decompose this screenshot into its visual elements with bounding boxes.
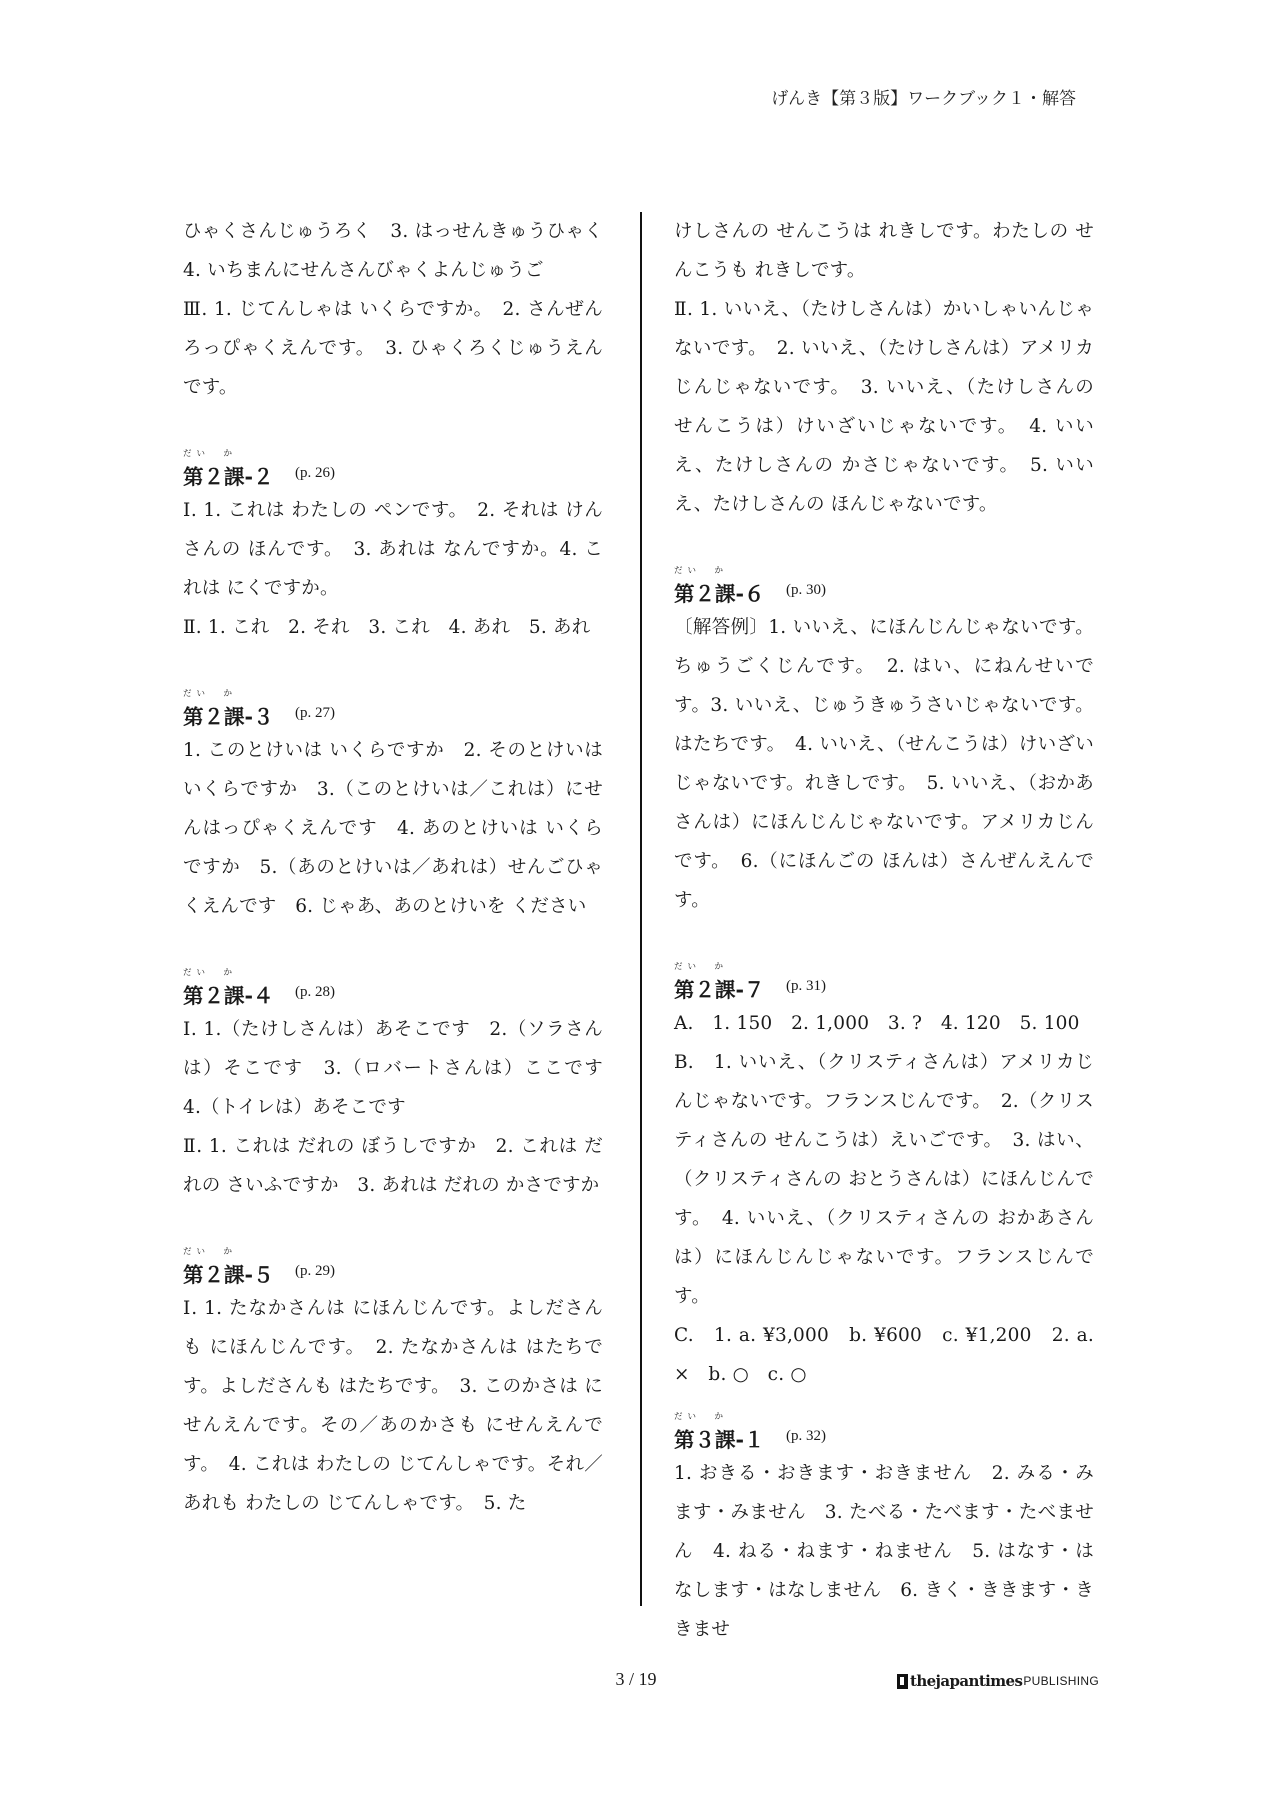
- section-heading: [183, 685, 603, 731]
- book-icon: [897, 1674, 908, 1689]
- answer-paragraph: B. 1. いいえ、（クリスティさんは）アメリカじんじゃないです。フランスじんです。 2.（クリスティさんの せんこうは）えいごです。 3. はい、（クリスティさんの おとうさんは）にほんじんです。 4. いいえ、（クリスティさんの おかあさんは）にほんじんじゃないです。フランスじんです。: [674, 1052, 1094, 1307]
- section: [674, 562, 1094, 920]
- answer-paragraph: 1. おきる・おきます・おきません 2. みる・みます・みません 3. たべる・たべます・たべません 4. ねる・ねます・ねません 5. はなす・はなします・はなしません 6. きく・ききます・ききませ: [674, 1463, 1094, 1640]
- answer-paragraph: ひゃくさんじゅうろく 3. はっせんきゅうひゃく 4. いちまんにせんさんびゃくよんじゅうご: [183, 221, 622, 281]
- section-page-ref: (p. 30): [786, 582, 826, 598]
- section-page-ref: (p. 32): [786, 1428, 826, 1444]
- answer-paragraph: Ⅱ. 1. これは だれの ぼうしですか 2. これは だれの さいふですか 3. あれは だれの かさですか: [183, 1136, 603, 1196]
- section-page-ref: (p. 29): [295, 1263, 335, 1279]
- section: [183, 964, 622, 1205]
- answer-paragraph: Ⅰ. 1.（たけしさんは）あそこです 2.（ソラさんは）そこです 3.（ロバートさんは）ここです 4.（トイレは）あそこです: [183, 1019, 622, 1118]
- section-ruby: だい か: [674, 962, 729, 972]
- section-heading: [183, 964, 603, 1010]
- left-column: [183, 212, 622, 1523]
- section-heading: [674, 958, 1094, 1004]
- section-heading: [183, 445, 603, 491]
- section-ruby: だい か: [183, 1247, 238, 1257]
- answer-paragraph: A. 1. 150 2. 1,000 3. ? 4. 120 5. 100: [674, 1013, 1080, 1034]
- section: [674, 1408, 1094, 1649]
- section-title: 第２課-５: [183, 1263, 274, 1287]
- page-number: 3 / 19: [615, 1669, 657, 1689]
- answer-paragraph: Ⅰ. 1. これは わたしの ペンです。 2. それは けんさんの ほんです。 3. あれは なんですか。4. これは にくですか。: [183, 500, 603, 599]
- answer-paragraph: 〔解答例〕1. いいえ、にほんじんじゃないです。ちゅうごくじんです。 2. はい、にねんせいです。3. いいえ、じゅうきゅうさいじゃないです。はたちです。 4. いいえ、（せんこうは）けいざいじゃないです。れきしです。 5. いいえ、（おかあさんは）にほんじんじゃないです。アメリカじんです。 6.（にほんごの ほんは）さんぜんえんです。: [674, 617, 1094, 911]
- answer-paragraph: Ⅱ. 1. これ 2. それ 3. これ 4. あれ 5. あれ: [183, 617, 591, 638]
- section-ruby: だい か: [674, 1412, 729, 1422]
- section-page-ref: (p. 27): [295, 705, 335, 721]
- section-heading: [183, 1243, 603, 1289]
- section-page-ref: (p. 28): [295, 984, 335, 1000]
- section-title: 第２課-６: [674, 582, 765, 606]
- answer-paragraph: C. 1. a. ¥3,000 b. ¥600 c. ¥1,200 2. a. × b. ○ c. ○: [674, 1325, 1094, 1385]
- answer-paragraph: Ⅱ. 1. いいえ、（たけしさんは）かいしゃいんじゃないです。 2. いいえ、（たけしさんは）アメリカじんじゃないです。 3. いいえ、（たけしさんの せんこうは）けいざいじゃないです。 4. いいえ、たけしさんの かさじゃないです。 5. いいえ、たけしさんの ほんじゃないです。: [674, 299, 1094, 515]
- section-page-ref: (p. 26): [295, 465, 335, 481]
- right-column: [674, 212, 1094, 1649]
- section-ruby: だい か: [183, 689, 238, 699]
- section-title: 第２課-７: [674, 978, 765, 1002]
- section-title: 第２課-４: [183, 984, 274, 1008]
- section: [183, 1243, 603, 1523]
- answer-paragraph: 1. このとけいは いくらですか 2. そのとけいは いくらですか 3.（このとけいは／これは）にせんはっぴゃくえんです 4. あのとけいは いくらですか 5.（あのとけいは／あれは）せんごひゃくえんです 6. じゃあ、あのとけいを ください: [183, 740, 603, 917]
- publisher-brand: thejapantimes: [909, 1672, 1023, 1690]
- publisher-sub: PUBLISHING: [1023, 1674, 1099, 1688]
- section-title: 第３課-１: [674, 1428, 765, 1452]
- section-ruby: だい か: [183, 449, 238, 459]
- section-heading: [674, 1408, 1094, 1454]
- section: [674, 958, 1094, 1394]
- section-ruby: だい か: [183, 968, 238, 978]
- answer-paragraph: Ⅰ. 1. たなかさんは にほんじんです。よしださんも にほんじんです。 2. たなかさんは はたちです。よしださんも はたちです。 3. このかさは にせんえんです。その／あのかさも にせんえんです。 4. これは わたしの じてんしゃです。それ／あれも わたしの じてんしゃです。 5. た: [183, 1298, 603, 1514]
- section: [183, 445, 603, 647]
- section: [183, 685, 603, 926]
- column-divider: [640, 212, 642, 1606]
- section-page-ref: (p. 31): [786, 978, 826, 994]
- page-header-title: げんき【第３版】ワークブック１・解答: [771, 89, 1076, 109]
- answer-paragraph: けしさんの せんこうは れきしです。わたしの せんこうも れきしです。: [674, 221, 1094, 281]
- answer-paragraph: Ⅲ. 1. じてんしゃは いくらですか。 2. さんぜんろっぴゃくえんです。 3. ひゃくろくじゅうえんです。: [183, 299, 603, 398]
- publisher-logo: [897, 1672, 1099, 1690]
- section-title: 第２課-３: [183, 705, 274, 729]
- section-ruby: だい か: [674, 566, 729, 576]
- section-heading: [674, 562, 1094, 608]
- section-title: 第２課-２: [183, 465, 274, 489]
